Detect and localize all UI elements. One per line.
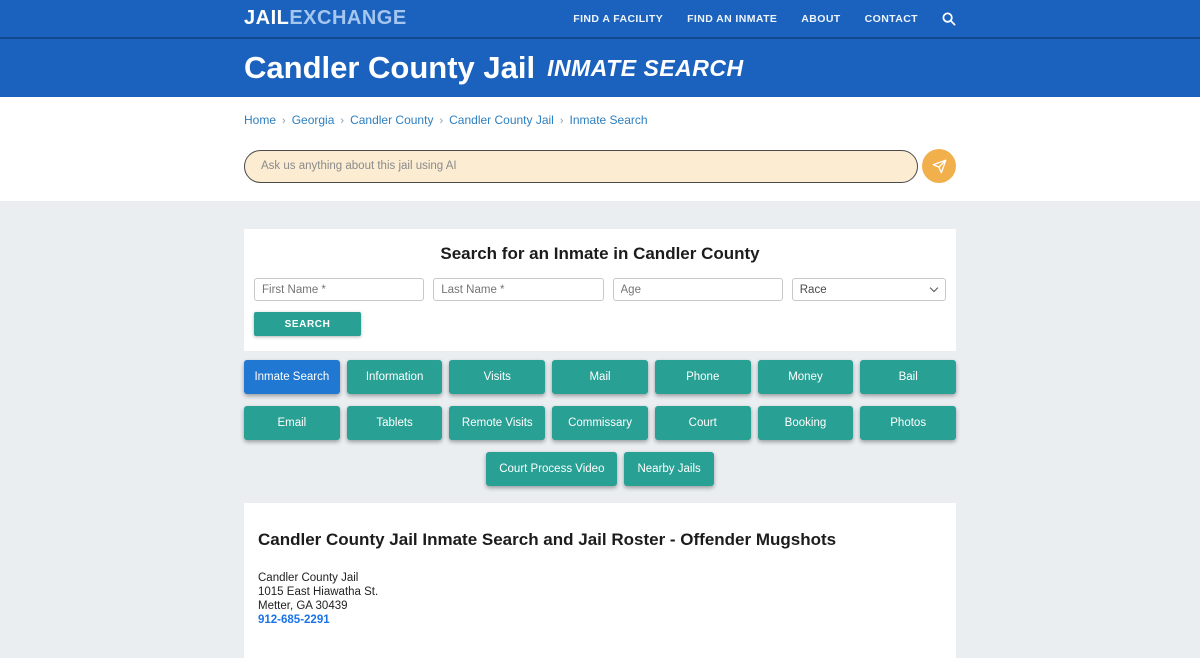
last-name-field[interactable] [433, 278, 603, 301]
tab-court[interactable]: Court [655, 406, 751, 440]
facility-street: 1015 East Hiawatha St. [258, 585, 379, 598]
first-name-field[interactable] [254, 278, 424, 301]
breadcrumb-separator: › [559, 115, 564, 127]
tab-remote-visits[interactable]: Remote Visits [449, 406, 545, 440]
main-content [0, 201, 1200, 658]
page-banner [0, 39, 1200, 97]
tab-email[interactable]: Email [244, 406, 340, 440]
jail-section-tabs [244, 360, 956, 486]
tab-visits[interactable]: Visits [449, 360, 545, 394]
tab-nearby-jails[interactable]: Nearby Jails [624, 452, 713, 486]
search-fields-row [254, 278, 946, 301]
breadcrumb-ai-section [0, 97, 1200, 201]
tab-row-3 [244, 452, 956, 486]
tab-booking[interactable]: Booking [758, 406, 854, 440]
paper-plane-icon [932, 159, 947, 174]
ai-send-button[interactable] [922, 149, 956, 183]
age-field[interactable] [613, 278, 783, 301]
tab-inmate-search[interactable]: Inmate Search [244, 360, 340, 394]
breadcrumb-candler-county-jail[interactable]: Candler County Jail [449, 113, 554, 127]
top-header [0, 0, 1200, 39]
race-select-wrapper [792, 278, 946, 301]
tab-row-2 [244, 406, 956, 440]
nav-contact[interactable]: CONTACT [864, 12, 918, 25]
tab-mail[interactable]: Mail [552, 360, 648, 394]
jailexchange-logo[interactable] [244, 7, 407, 30]
page-subtitle: INMATE SEARCH [547, 54, 744, 81]
tab-bail[interactable]: Bail [860, 360, 956, 394]
breadcrumb-separator: › [439, 115, 444, 127]
tab-tablets[interactable]: Tablets [347, 406, 443, 440]
roster-card [244, 503, 956, 658]
breadcrumb-candler-county[interactable]: Candler County [350, 113, 434, 127]
search-icon[interactable] [942, 12, 956, 26]
nav-about[interactable]: ABOUT [801, 12, 841, 25]
main-nav [573, 12, 956, 26]
logo-part-exchange: EXCHANGE [289, 7, 407, 29]
ai-ask-input[interactable] [244, 150, 918, 183]
tab-photos[interactable]: Photos [860, 406, 956, 440]
search-card-title: Search for an Inmate in Candler County [440, 244, 760, 263]
tab-information[interactable]: Information [347, 360, 443, 394]
inmate-search-card [244, 229, 956, 351]
search-submit-button[interactable]: SEARCH [254, 312, 361, 336]
breadcrumb-georgia[interactable]: Georgia [291, 113, 335, 127]
roster-title: Candler County Jail Inmate Search and Jail Roster - Offender Mugshots [258, 530, 837, 549]
breadcrumb [244, 113, 956, 127]
ai-ask-bar [244, 149, 956, 183]
facility-name: Candler County Jail [258, 572, 359, 584]
facility-address-block [258, 572, 942, 628]
nav-find-an-inmate[interactable]: FIND AN INMATE [687, 12, 778, 25]
tab-money[interactable]: Money [758, 360, 854, 394]
breadcrumb-inmate-search[interactable]: Inmate Search [569, 113, 648, 127]
nav-find-a-facility[interactable]: FIND A FACILITY [573, 12, 664, 25]
tab-row-1 [244, 360, 956, 394]
tab-commissary[interactable]: Commissary [552, 406, 648, 440]
facility-city-state-zip: Metter, GA 30439 [258, 599, 348, 612]
breadcrumb-separator: › [282, 115, 286, 127]
tab-phone[interactable]: Phone [655, 360, 751, 394]
tab-court-process-video[interactable]: Court Process Video [486, 452, 617, 486]
facility-phone-link[interactable]: 912-685-2291 [258, 614, 330, 627]
breadcrumb-home[interactable]: Home [244, 113, 277, 127]
breadcrumb-separator: › [340, 115, 345, 127]
page-title: Candler County Jail [244, 50, 536, 85]
logo-part-jail: JAIL [244, 7, 290, 29]
race-select[interactable] [792, 278, 946, 301]
